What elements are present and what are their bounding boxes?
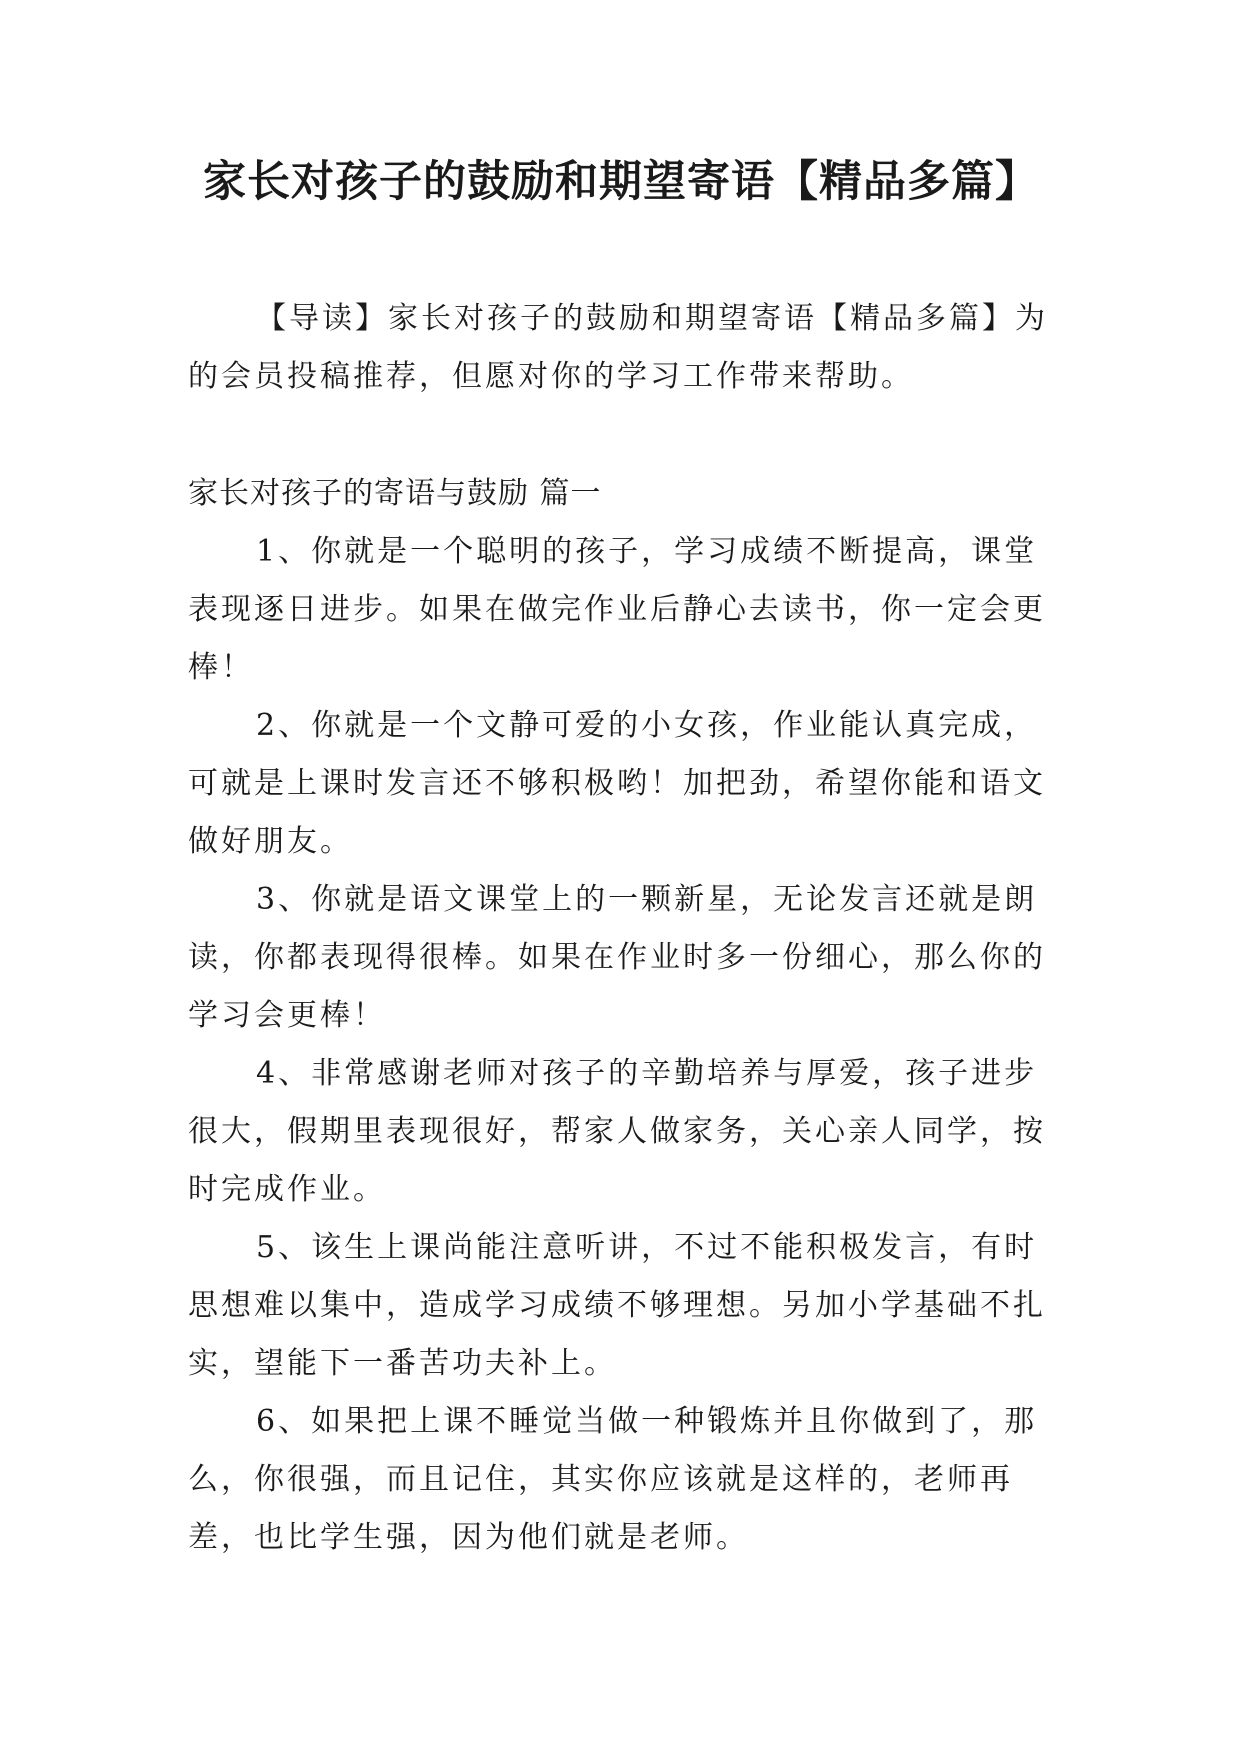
intro-paragraph: 【导读】家长对孩子的鼓励和期望寄语【精品多篇】为的会员投稿推荐，但愿对你的学习工作带来帮助。 bbox=[188, 301, 1048, 394]
list-item: 6、如果把上课不睡觉当做一种锻炼并且你做到了，那么，你很强，而且记住，其实你应该就是这样的，老师再差，也比学生强，因为他们就是老师。 bbox=[188, 1404, 1038, 1555]
document-title: 家长对孩子的鼓励和期望寄语【精品多篇】 bbox=[203, 157, 1039, 207]
list-item: 2、你就是一个文静可爱的小女孩，作业能认真完成，可就是上课时发言还不够积极哟！加把劲，希望你能和语文做好朋友。 bbox=[188, 708, 1046, 859]
list-item: 4、非常感谢老师对孩子的辛勤培养与厚爱，孩子进步很大，假期里表现很好，帮家人做家务，关心亲人同学，按时完成作业。 bbox=[188, 1056, 1046, 1207]
item-list bbox=[188, 523, 1054, 1567]
section-heading: 家长对孩子的寄语与鼓励 篇一 bbox=[188, 476, 602, 511]
list-item: 1、你就是一个聪明的孩子，学习成绩不断提高，课堂表现逐日进步。如果在做完作业后静心去读书，你一定会更棒！ bbox=[188, 534, 1046, 685]
list-item: 3、你就是语文课堂上的一颗新星，无论发言还就是朗读，你都表现得很棒。如果在作业时多一份细心，那么你的学习会更棒！ bbox=[188, 882, 1046, 1033]
list-item: 5、该生上课尚能注意听讲，不过不能积极发言，有时思想难以集中，造成学习成绩不够理想。另加小学基础不扎实，望能下一番苦功夫补上。 bbox=[188, 1230, 1046, 1381]
